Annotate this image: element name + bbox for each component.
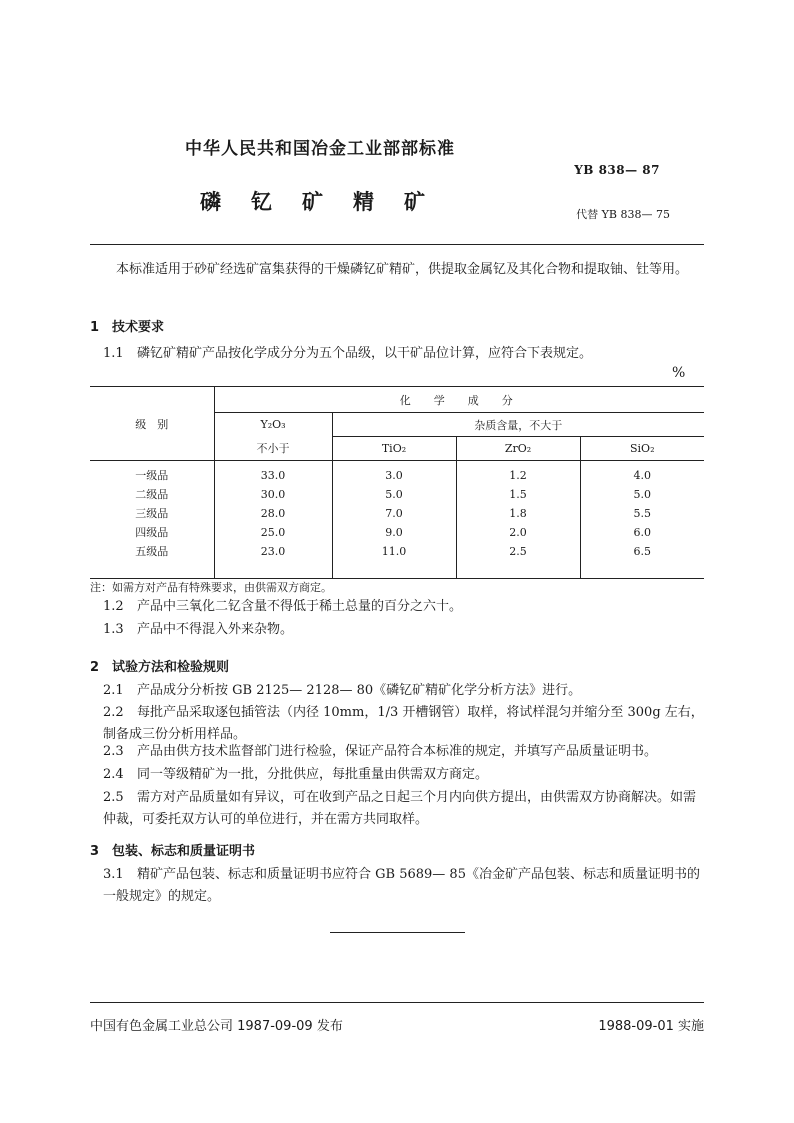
clause-2-5 [103,787,704,831]
section-title: 试验方法和检验规则 [112,660,230,675]
cell-y2o3: 33.0 [214,466,332,485]
clause-text: 精矿产品包装、标志和质量证明书应符合 GB 5689— 85《冶金矿产品包装、标志和质量证明书的一般规定》的规定。 [103,867,700,904]
clause-text: 需方对产品质量如有异议，可在收到产品之日起三个月内向供方提出，由供需双方协商解决。如需仲裁，可委托双方认可的单位进行，并在需方共同取样。 [103,790,697,827]
clause-number: 2.5 [103,790,124,805]
table-row [90,542,704,561]
clause-number: 1.1 [103,346,124,361]
cell-zro2: 2.5 [456,542,580,561]
cell-grade: 二级品 [90,485,214,504]
header-sio2: SiO₂ [580,437,704,461]
cell-tio2: 5.0 [332,485,456,504]
cell-sio2: 5.0 [633,487,651,501]
clause-number: 2.3 [103,744,124,759]
clause-number: 1.2 [103,599,124,614]
cell-y2o3: 28.0 [214,504,332,523]
cell-sio2: 4.0 [633,468,651,482]
document-title: 磷钇矿精矿 [200,190,455,214]
header-tio2: TiO₂ [332,437,456,461]
clause-2-4 [103,764,704,786]
clause-number: 3.1 [103,867,124,882]
standard-number: YB 838— 87 [574,163,660,177]
cell-tio2: 7.0 [332,504,456,523]
clause-text: 每批产品采取逐包插管法（内径 10mm，1/3 开槽钢管）取样，将试样混匀并缩分至 300g 左右，制备成三份分析用样品。 [103,705,704,742]
clause-number: 2.4 [103,767,124,782]
header-chemical-composition: 化 学 成 分 [214,387,704,413]
end-rule [330,932,465,933]
table-note: 注：如需方对产品有特殊要求，由供需双方商定。 [90,581,332,594]
header-divider [90,244,704,245]
clause-2-3 [103,741,704,763]
scope-paragraph: 本标准适用于砂矿经选矿富集获得的干燥磷钇矿精矿，供提取金属钇及其化合物和提取铀、钍等用。 [116,262,689,277]
clause-number: 1.3 [103,622,124,637]
cell-y2o3: 30.0 [214,485,332,504]
clause-1-3 [103,619,704,641]
section-number: 2 [90,660,100,675]
header-zro2: ZrO₂ [456,437,580,461]
clause-3-1 [103,864,704,908]
clause-text: 产品中不得混入外来杂物。 [137,622,294,637]
clause-1-2 [103,596,704,618]
section-3-heading [90,840,255,859]
section-2-heading [90,656,229,675]
cell-zro2: 1.2 [456,466,580,485]
grade-composition-table [90,386,704,579]
cell-y2o3: 23.0 [214,542,332,561]
cell-grade: 一级品 [90,466,214,485]
cell-tio2: 11.0 [332,542,456,561]
table-row [90,523,704,542]
clause-text: 产品成分分析按 GB 2125— 2128— 80《磷钇矿精矿化学分析方法》进行。 [137,683,582,698]
header-min: 不小于 [214,437,332,461]
section-1-heading [90,316,164,335]
cell-grade: 三级品 [90,504,214,523]
clause-text: 产品中三氧化二钇含量不得低于稀土总量的百分之六十。 [137,599,463,614]
cell-grade: 四级品 [90,523,214,542]
section-title: 包装、标志和质量证明书 [112,844,256,859]
cell-zro2: 2.0 [456,523,580,542]
cell-zro2: 1.5 [456,485,580,504]
effective-date: 1988-09-01 实施 [598,1019,704,1034]
table-row [90,485,704,504]
table-row [90,504,704,523]
section-number: 1 [90,320,100,335]
cell-tio2: 3.0 [332,466,456,485]
header-impurity: 杂质含量，不大于 [332,413,704,437]
cell-sio2: 5.5 [633,506,651,520]
unit-label: % [672,365,686,381]
header-y2o3: Y₂O₃ [214,413,332,437]
clause-number: 2.2 [103,705,124,720]
issue-date: 中国有色金属工业总公司 1987-09-09 发布 [90,1019,343,1034]
cell-zro2: 1.8 [456,504,580,523]
clause-text: 同一等级精矿为一批，分批供应，每批重量由供需双方商定。 [137,767,489,782]
cell-tio2: 9.0 [332,523,456,542]
section-number: 3 [90,844,100,859]
cell-sio2: 6.0 [633,525,651,539]
table-row [90,466,704,485]
clause-text: 产品由供方技术监督部门进行检验，保证产品符合本标准的规定，并填写产品质量证明书。 [137,744,658,759]
clause-2-2 [103,702,704,746]
clause-2-1 [103,680,704,702]
clause-text: 磷钇矿精矿产品按化学成分分为五个品级，以干矿品位计算，应符合下表规定。 [137,346,593,361]
cell-grade: 五级品 [90,542,214,561]
header-grade: 级 别 [90,387,214,461]
replaces-standard: 代替 YB 838— 75 [576,208,670,221]
issuing-authority: 中华人民共和国冶金工业部部标准 [185,139,455,159]
footer-divider [90,1002,704,1003]
cell-y2o3: 25.0 [214,523,332,542]
cell-sio2: 6.5 [633,544,651,558]
clause-1-1 [103,343,704,365]
clause-number: 2.1 [103,683,124,698]
section-title: 技术要求 [112,320,165,335]
